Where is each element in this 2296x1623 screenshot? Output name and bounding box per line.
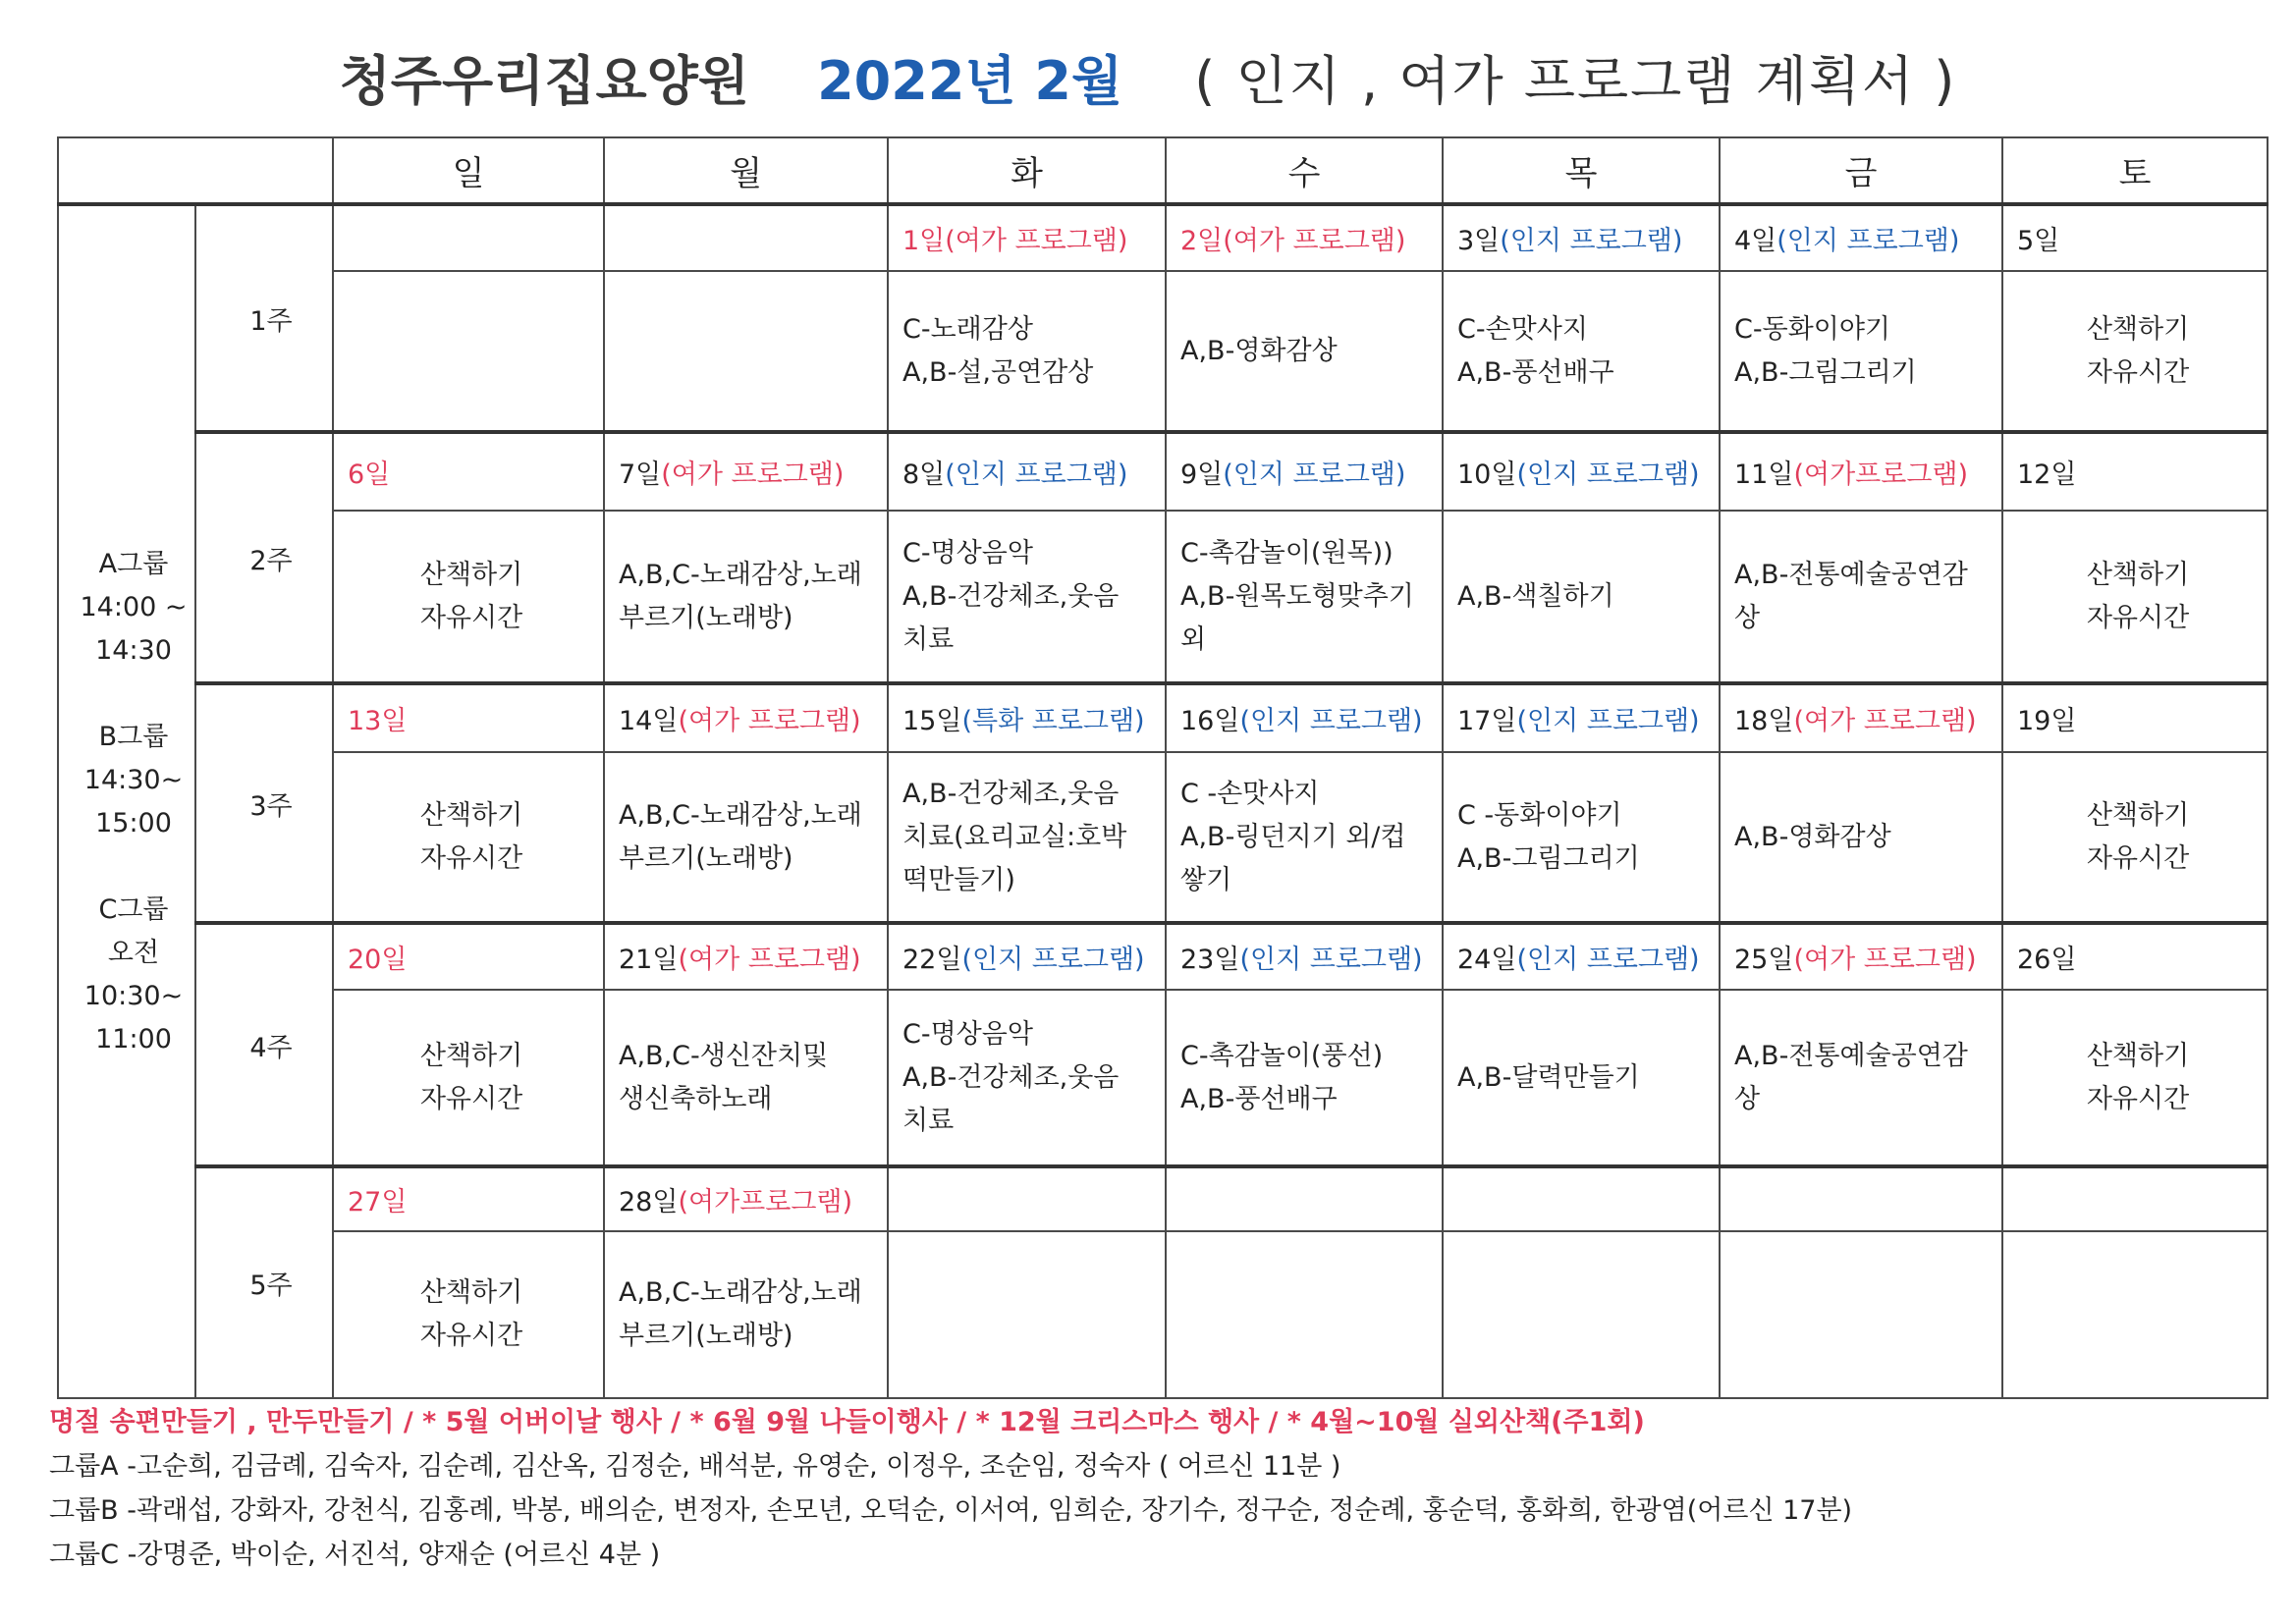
date-number: 21일 xyxy=(619,945,679,975)
activity-line: A,B-전통예술공연감 xyxy=(1734,1040,1968,1071)
activity-line: C-촉감놀이(원목)) xyxy=(1180,537,1394,568)
activity-cell xyxy=(1443,752,1720,923)
date-cell xyxy=(1166,432,1443,511)
group-schedule-cell xyxy=(58,204,195,1398)
activity-cell xyxy=(2002,511,2268,683)
header-day-thu: 목 xyxy=(1443,137,1720,204)
group-b-time-end: 15:00 xyxy=(95,807,172,839)
date-number: 26일 xyxy=(2017,945,2077,975)
week4-activity-row xyxy=(58,990,2268,1166)
program-type: (여가프로그램) xyxy=(678,1187,853,1217)
group-b-time-start: 14:30~ xyxy=(83,764,184,795)
header-corner xyxy=(58,137,333,204)
date-number: 14일 xyxy=(619,706,679,736)
activity-line: A,B-색칠하기 xyxy=(1457,580,1614,612)
activity-line: A,B-건강체조,웃음 xyxy=(902,580,1120,612)
activity-cell xyxy=(888,990,1166,1166)
footer-notes xyxy=(49,1400,2269,1577)
date-cell xyxy=(888,204,1166,271)
program-type: (여가프로그램) xyxy=(1793,460,1969,490)
date-number: 20일 xyxy=(348,945,408,975)
date-cell xyxy=(2002,923,2268,990)
activity-cell xyxy=(604,1231,888,1398)
activity-line: C-명상음악 xyxy=(902,1018,1033,1050)
activity-cell xyxy=(1166,752,1443,923)
date-cell xyxy=(1720,432,2002,511)
activity-line: A,B-영화감상 xyxy=(1734,821,1891,852)
date-cell xyxy=(1443,432,1720,511)
activity-cell xyxy=(2002,1231,2268,1398)
activity-cell xyxy=(333,511,604,683)
group-a-label: A그룹 xyxy=(98,548,169,579)
activity-line: C -동화이야기 xyxy=(1457,799,1622,831)
group-c-members: 그룹C -강명준, 박이순, 서진석, 양재순 (어르신 4분 ) xyxy=(49,1540,661,1570)
program-type: (여가 프로그램) xyxy=(678,706,861,736)
activity-line: 부르기(노래방) xyxy=(619,602,793,633)
date-cell xyxy=(333,1166,604,1231)
activity-line: A,B-풍선배구 xyxy=(1180,1083,1338,1114)
activity-line: 산책하기 xyxy=(2086,799,2190,831)
date-cell xyxy=(888,923,1166,990)
program-type: (인지 프로그램) xyxy=(1239,945,1423,975)
date-cell xyxy=(1443,923,1720,990)
header-day-fri: 금 xyxy=(1720,137,2002,204)
header-day-tue: 화 xyxy=(888,137,1166,204)
activity-cell xyxy=(604,990,888,1166)
header-day-sun: 일 xyxy=(333,137,604,204)
activity-line: A,B-건강체조,웃음 xyxy=(902,1061,1120,1093)
date-cell xyxy=(2002,204,2268,271)
activity-cell xyxy=(333,752,604,923)
date-number: 6일 xyxy=(348,460,391,490)
program-type: (여가 프로그램) xyxy=(945,226,1128,256)
activity-line: 자유시간 xyxy=(2086,1083,2190,1114)
date-cell xyxy=(1443,683,1720,752)
activity-line: A,B-영화감상 xyxy=(1180,335,1338,366)
program-type: (인지 프로그램) xyxy=(1516,706,1700,736)
date-cell xyxy=(1443,204,1720,271)
activity-line: A,B-설,공연감상 xyxy=(902,356,1094,388)
activity-line: 치료(요리교실:호박 xyxy=(902,821,1127,852)
activity-line: 자유시간 xyxy=(419,842,523,874)
program-type: (인지 프로그램) xyxy=(1516,460,1700,490)
activity-cell xyxy=(888,511,1166,683)
activity-cell xyxy=(888,271,1166,432)
group-a-time-end: 14:30 xyxy=(95,634,172,666)
header-row xyxy=(58,137,2268,204)
date-cell xyxy=(604,432,888,511)
date-cell xyxy=(1720,1166,2002,1231)
activity-cell xyxy=(1443,511,1720,683)
date-cell xyxy=(1720,923,2002,990)
activity-line: 생신축하노래 xyxy=(619,1083,773,1114)
activity-line: 산책하기 xyxy=(2086,313,2190,345)
activity-line: 산책하기 xyxy=(419,1277,523,1308)
activity-line: C-촉감놀이(풍선) xyxy=(1180,1040,1384,1071)
activity-line: C -손맛사지 xyxy=(1180,778,1320,809)
activity-line: A,B,C-노래감상,노래 xyxy=(619,1277,862,1308)
activity-cell xyxy=(2002,990,2268,1166)
activity-cell xyxy=(888,752,1166,923)
activity-line: 자유시간 xyxy=(2086,842,2190,874)
activity-line: A,B-풍선배구 xyxy=(1457,356,1614,388)
activity-cell xyxy=(333,1231,604,1398)
activity-line: 산책하기 xyxy=(2086,1040,2190,1071)
week-label: 3주 xyxy=(195,683,333,923)
group-a-time-start: 14:00 ~ xyxy=(80,591,188,622)
activity-cell xyxy=(1166,1231,1443,1398)
date-cell xyxy=(2002,432,2268,511)
program-type: (인지 프로그램) xyxy=(1239,706,1423,736)
group-c-time-start: 10:30~ xyxy=(83,980,184,1011)
activity-line: 자유시간 xyxy=(419,1083,523,1114)
header-day-wed: 수 xyxy=(1166,137,1443,204)
date-number: 13일 xyxy=(348,706,408,736)
activity-line: A,B-원목도형맞추기 xyxy=(1180,580,1414,612)
activity-line: 상 xyxy=(1734,602,1761,633)
program-type: (인지 프로그램) xyxy=(1777,226,1960,256)
date-number: 19일 xyxy=(2017,706,2077,736)
activity-cell xyxy=(2002,271,2268,432)
events-note: 명절 송편만들기 , 만두만들기 / * 5월 어버이날 행사 / * 6월 9월 나들이행사 / * 12월 크리스마스 행사 / * 4월~10월 실외산책(주1회) xyxy=(49,1407,1645,1437)
title-subtitle: ( 인지 , 여가 프로그램 계획서 ) xyxy=(1194,50,1957,112)
activity-line: A,B-링던지기 외/컵 xyxy=(1180,821,1406,852)
date-cell xyxy=(1720,204,2002,271)
date-number: 9일 xyxy=(1180,460,1224,490)
week1-activity-row xyxy=(58,271,2268,432)
week-label: 5주 xyxy=(195,1166,333,1398)
activity-cell xyxy=(333,271,604,432)
date-number: 24일 xyxy=(1457,945,1517,975)
date-cell xyxy=(1166,204,1443,271)
activity-line: 떡만들기) xyxy=(902,864,1015,895)
activity-line: 자유시간 xyxy=(419,602,523,633)
activity-line: 산책하기 xyxy=(419,1040,523,1071)
activity-line: A,B,C-노래감상,노래 xyxy=(619,559,862,590)
activity-cell xyxy=(604,511,888,683)
activity-line: 쌓기 xyxy=(1180,864,1232,895)
activity-line: 외 xyxy=(1180,623,1207,655)
activity-line: 부르기(노래방) xyxy=(619,1321,793,1351)
activity-cell xyxy=(1720,271,2002,432)
activity-cell xyxy=(333,990,604,1166)
document-title xyxy=(0,37,2296,126)
activity-cell xyxy=(1443,271,1720,432)
activity-line: A,B,C-노래감상,노래 xyxy=(619,799,862,831)
date-cell xyxy=(333,204,604,271)
date-cell xyxy=(2002,1166,2268,1231)
date-number: 2일 xyxy=(1180,226,1224,256)
header-day-mon: 월 xyxy=(604,137,888,204)
date-number: 11일 xyxy=(1734,460,1794,490)
program-type: (여가 프로그램) xyxy=(1793,706,1977,736)
date-number: 18일 xyxy=(1734,706,1794,736)
program-type: (인지 프로그램) xyxy=(1223,460,1406,490)
activity-cell xyxy=(1720,1231,2002,1398)
date-cell xyxy=(1166,1166,1443,1231)
title-month: 2022년 2월 xyxy=(817,50,1123,112)
activity-cell xyxy=(1720,752,2002,923)
date-cell xyxy=(333,432,604,511)
activity-cell xyxy=(2002,752,2268,923)
activity-line: C-손맛사지 xyxy=(1457,313,1588,345)
date-cell xyxy=(604,204,888,271)
week-label: 1주 xyxy=(195,204,333,432)
date-number: 10일 xyxy=(1457,460,1517,490)
header-day-sat: 토 xyxy=(2002,137,2268,204)
activity-line: 상 xyxy=(1734,1083,1761,1114)
date-number: 3일 xyxy=(1457,226,1501,256)
activity-cell xyxy=(1443,1231,1720,1398)
activity-line: A,B-달력만들기 xyxy=(1457,1061,1640,1093)
date-cell xyxy=(333,683,604,752)
activity-line: 자유시간 xyxy=(2086,602,2190,633)
date-number: 17일 xyxy=(1457,706,1517,736)
activity-line: 자유시간 xyxy=(419,1321,523,1351)
title-org: 청주우리집요양원 xyxy=(339,50,749,112)
activity-cell xyxy=(888,1231,1166,1398)
activity-cell xyxy=(604,752,888,923)
activity-cell xyxy=(1720,990,2002,1166)
program-type: (인지 프로그램) xyxy=(1516,945,1700,975)
date-cell xyxy=(888,432,1166,511)
activity-line: C-동화이야기 xyxy=(1734,313,1891,345)
week1-date-row xyxy=(58,204,2268,271)
activity-line: C-명상음악 xyxy=(902,537,1033,568)
program-calendar-table xyxy=(57,136,2269,1399)
date-number: 15일 xyxy=(902,706,962,736)
activity-cell xyxy=(1720,511,2002,683)
program-type: (여가 프로그램) xyxy=(1793,945,1977,975)
date-number: 25일 xyxy=(1734,945,1794,975)
activity-line: A,B-그림그리기 xyxy=(1457,842,1640,874)
activity-line: C-노래감상 xyxy=(902,313,1033,345)
week5-date-row xyxy=(58,1166,2268,1231)
activity-line: A,B-그림그리기 xyxy=(1734,356,1917,388)
date-cell xyxy=(604,683,888,752)
date-cell xyxy=(888,1166,1166,1231)
week4-date-row xyxy=(58,923,2268,990)
activity-line: 치료 xyxy=(902,1105,955,1136)
activity-line: 산책하기 xyxy=(2086,559,2190,590)
activity-line: 산책하기 xyxy=(419,559,523,590)
date-number: 16일 xyxy=(1180,706,1240,736)
program-type: (인지 프로그램) xyxy=(1500,226,1683,256)
date-number: 28일 xyxy=(619,1187,679,1217)
date-number: 7일 xyxy=(619,460,662,490)
week-label: 4주 xyxy=(195,923,333,1166)
activity-cell xyxy=(1443,990,1720,1166)
activity-cell xyxy=(1166,271,1443,432)
activity-line: A,B-전통예술공연감 xyxy=(1734,559,1968,590)
activity-line: 부르기(노래방) xyxy=(619,842,793,874)
program-type: (여가 프로그램) xyxy=(1223,226,1406,256)
week3-date-row xyxy=(58,683,2268,752)
week5-activity-row xyxy=(58,1231,2268,1398)
group-b-label: B그룹 xyxy=(98,721,169,752)
activity-line: 치료 xyxy=(902,623,955,655)
activity-cell xyxy=(1166,511,1443,683)
date-cell xyxy=(1443,1166,1720,1231)
activity-cell xyxy=(604,271,888,432)
date-number: 22일 xyxy=(902,945,962,975)
date-cell xyxy=(1720,683,2002,752)
group-c-time-end: 11:00 xyxy=(95,1023,172,1055)
group-c-label: C그룹 xyxy=(98,893,169,925)
program-type: (인지 프로그램) xyxy=(961,945,1145,975)
week2-activity-row xyxy=(58,511,2268,683)
date-cell xyxy=(2002,683,2268,752)
date-number: 4일 xyxy=(1734,226,1777,256)
activity-line: 산책하기 xyxy=(419,799,523,831)
activity-line: A,B,C-생신잔치및 xyxy=(619,1040,829,1071)
week-label: 2주 xyxy=(195,432,333,683)
date-cell xyxy=(604,923,888,990)
date-cell xyxy=(1166,683,1443,752)
activity-line: A,B-건강체조,웃음 xyxy=(902,778,1120,809)
date-cell xyxy=(333,923,604,990)
program-type: (특화 프로그램) xyxy=(961,706,1145,736)
group-b-members: 그룹B -곽래섭, 강화자, 강천식, 김홍례, 박봉, 배의순, 변정자, 손모년, 오덕순, 이서여, 임희순, 장기수, 정구순, 정순례, 홍순덕, 홍화희, 한광염(어르신 17분) xyxy=(49,1495,1853,1526)
date-number: 27일 xyxy=(348,1187,408,1217)
group-c-time-am: 오전 xyxy=(107,937,160,968)
date-number: 23일 xyxy=(1180,945,1240,975)
week2-date-row xyxy=(58,432,2268,511)
week3-activity-row xyxy=(58,752,2268,923)
date-number: 1일 xyxy=(902,226,946,256)
program-type: (인지 프로그램) xyxy=(945,460,1128,490)
date-number: 8일 xyxy=(902,460,946,490)
date-number: 12일 xyxy=(2017,460,2077,490)
date-cell xyxy=(1166,923,1443,990)
date-cell xyxy=(604,1166,888,1231)
program-type: (여가 프로그램) xyxy=(661,460,845,490)
program-type: (여가 프로그램) xyxy=(678,945,861,975)
group-a-members: 그룹A -고순희, 김금례, 김숙자, 김순례, 김산옥, 김정순, 배석분, 유영순, 이정우, 조순임, 정숙자 ( 어르신 11분 ) xyxy=(49,1451,1341,1482)
activity-line: 자유시간 xyxy=(2086,356,2190,388)
activity-cell xyxy=(1166,990,1443,1166)
date-number: 5일 xyxy=(2017,226,2060,256)
date-cell xyxy=(888,683,1166,752)
